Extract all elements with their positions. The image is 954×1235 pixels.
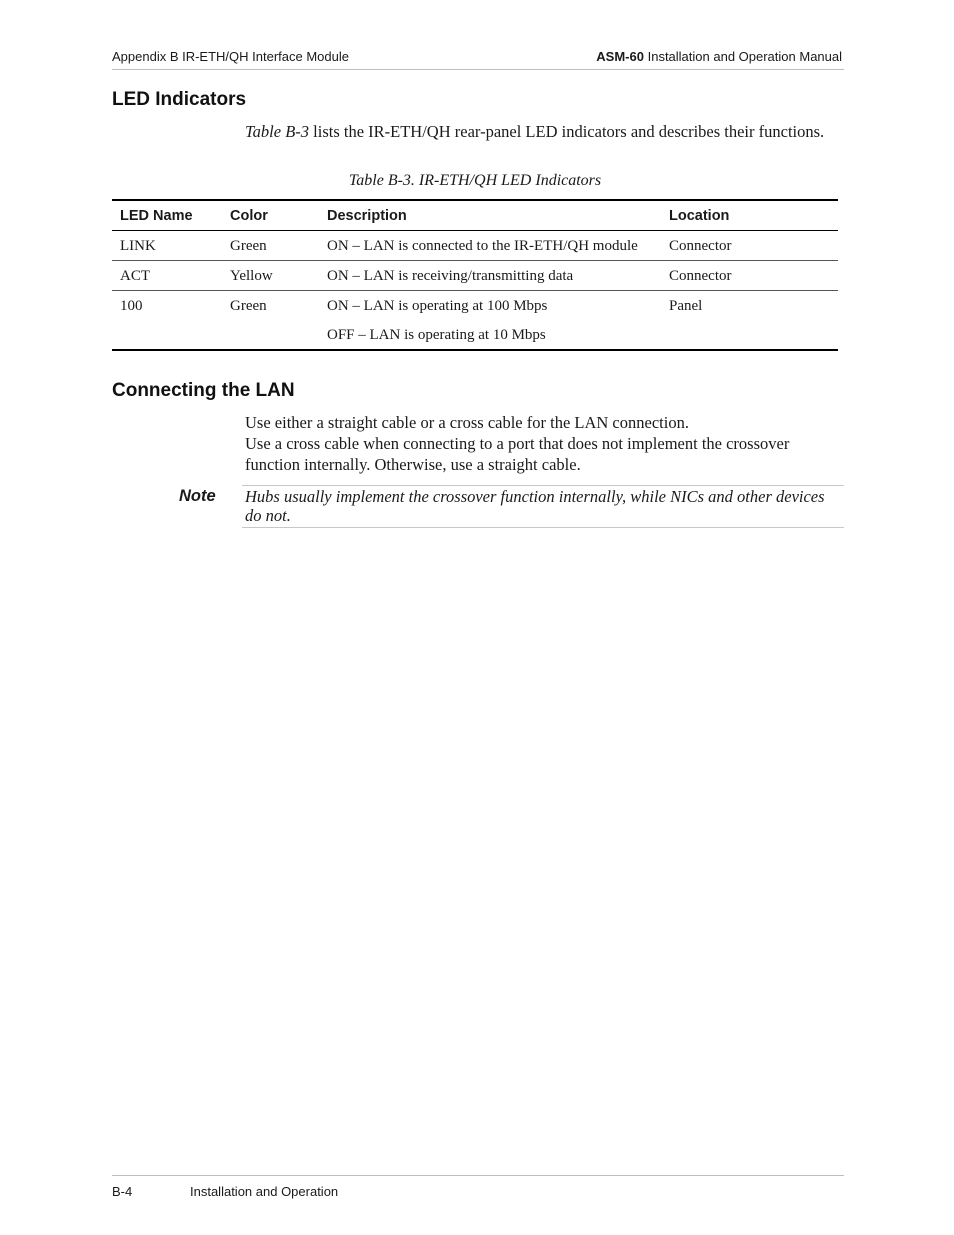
table-row [112, 231, 838, 261]
section-title-led-indicators: LED Indicators [112, 89, 247, 110]
page-header [112, 48, 844, 70]
table-row [112, 261, 838, 291]
cell-led-name: 100 [120, 298, 143, 314]
column-header-location: Location [661, 200, 838, 231]
header-left: Appendix B IR-ETH/QH Interface Module [112, 49, 349, 64]
header-manual-name: ASM-60 [596, 49, 644, 64]
lan-line-1: Use either a straight cable or a cross cable for the LAN connection. [245, 413, 689, 432]
cell-led-name: ACT [112, 261, 222, 291]
description-line-on: ON – LAN is operating at 100 Mbps [327, 298, 548, 314]
note-text: Hubs usually implement the crossover function internally, while NICs and other devices do not. [242, 485, 844, 528]
cell-color: Green [230, 298, 267, 314]
led-intro-text: lists the IR-ETH/QH rear-panel LED indicators and describes their functions. [309, 122, 825, 141]
table-caption: Table B-3. IR-ETH/QH LED Indicators [348, 172, 602, 189]
cell-description: ON – LAN is connected to the IR-ETH/QH module [319, 231, 661, 261]
led-intro-paragraph [245, 121, 825, 142]
led-indicators-table [112, 199, 838, 351]
cell-location: Connector [661, 231, 838, 261]
cell-location: Panel [669, 298, 703, 314]
lan-paragraph [245, 412, 805, 475]
column-header-color: Color [222, 200, 319, 231]
table-row [112, 291, 838, 351]
column-header-description: Description [319, 200, 661, 231]
lan-line-2: Use a cross cable when connecting to a port that does not implement the crossover function internally. Otherwise, use a straight cable. [245, 434, 790, 474]
cell-color: Yellow [222, 261, 319, 291]
description-line-off: OFF – LAN is operating at 10 Mbps [327, 327, 546, 343]
column-header-led-name: LED Name [112, 200, 222, 231]
note-label: Note [179, 487, 216, 505]
page-number: B-4 [112, 1184, 133, 1199]
cell-location: Connector [661, 261, 838, 291]
cell-description: ON – LAN is receiving/transmitting data [319, 261, 661, 291]
header-right [596, 49, 842, 64]
page-footer [112, 1175, 844, 1206]
cell-description [319, 291, 661, 351]
cell-led-name: LINK [112, 231, 222, 261]
footer-title: Installation and Operation [190, 1184, 339, 1199]
table-header-row [112, 200, 838, 231]
table-reference: Table B-3 [245, 122, 310, 141]
section-title-connecting-lan: Connecting the LAN [112, 380, 295, 401]
header-manual-title: Installation and Operation Manual [643, 49, 842, 64]
cell-color: Green [222, 231, 319, 261]
